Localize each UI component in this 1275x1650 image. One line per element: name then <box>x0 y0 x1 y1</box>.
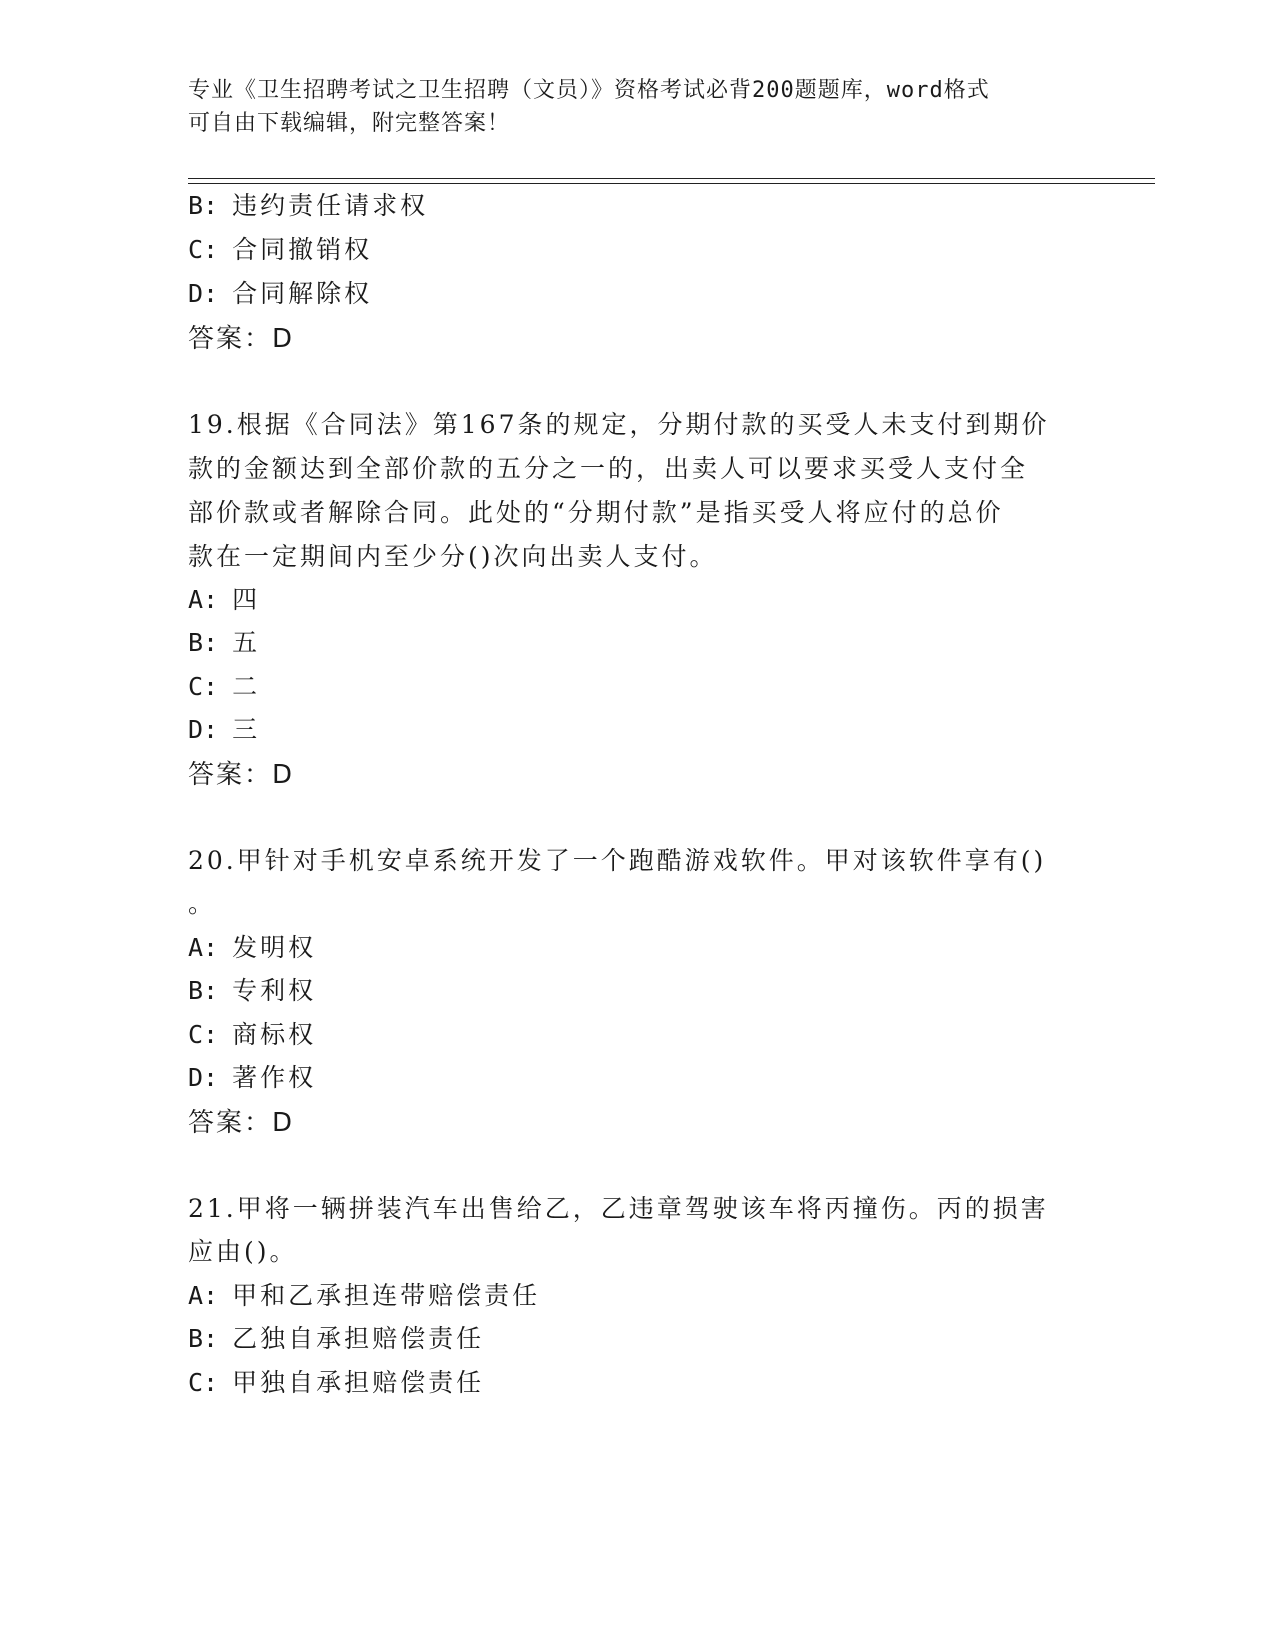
option-prefix: B: <box>188 976 219 1005</box>
option-text: 甲和乙承担连带赔偿责任 <box>232 1281 541 1310</box>
option-text: 专利权 <box>232 976 317 1005</box>
q21-option-c <box>188 1363 484 1399</box>
option-prefix: D: <box>188 715 219 744</box>
header-line-2: 可自由下载编辑，附完整答案！ <box>188 111 511 136</box>
option-text: 四 <box>232 585 261 614</box>
q18-answer: 答案：D <box>188 324 295 354</box>
option-text: 二 <box>232 672 261 701</box>
header-line-1: 专业《卫生招聘考试之卫生招聘（文员）》资格考试必背200题题库，word格式 <box>188 78 990 103</box>
q20-stem-line-1: 20.甲针对手机安卓系统开发了一个跑酷游戏软件。甲对该软件享有() <box>188 846 1047 875</box>
q21-option-a <box>188 1276 540 1312</box>
q19-option-b <box>188 623 260 659</box>
option-text: 乙独自承担赔偿责任 <box>232 1324 485 1353</box>
document-header <box>188 74 1088 140</box>
option-prefix: D: <box>188 279 219 308</box>
option-prefix: A: <box>188 1281 219 1310</box>
option-text: 商标权 <box>232 1020 317 1049</box>
option-prefix: C: <box>188 672 219 701</box>
option-prefix: C: <box>188 1368 219 1397</box>
q21-stem-line-2: 应由()。 <box>188 1237 298 1266</box>
option-prefix: B: <box>188 191 219 220</box>
header-divider-top <box>188 178 1155 179</box>
option-text: 三 <box>232 715 261 744</box>
q20-option-b <box>188 971 316 1007</box>
option-text: 违约责任请求权 <box>232 191 429 220</box>
q18-option-c <box>188 230 372 266</box>
q19-stem-line-1: 19.根据《合同法》第167条的规定，分期付款的买受人未支付到期价 <box>188 410 1050 439</box>
q19-option-d <box>188 710 260 746</box>
option-text: 五 <box>232 628 261 657</box>
option-text: 合同解除权 <box>232 279 373 308</box>
option-prefix: D: <box>188 1063 219 1092</box>
q18-option-b <box>188 186 428 222</box>
q20-option-a <box>188 928 316 964</box>
q20-option-c <box>188 1015 316 1051</box>
option-prefix: B: <box>188 1324 219 1353</box>
q20-option-d <box>188 1058 316 1094</box>
header-divider-bottom <box>188 183 1155 184</box>
q21-option-b <box>188 1319 484 1355</box>
option-prefix: C: <box>188 235 219 264</box>
q19-option-a <box>188 580 260 616</box>
q18-option-d <box>188 274 372 310</box>
option-prefix: B: <box>188 628 219 657</box>
q20-stem-line-2: 。 <box>188 889 217 918</box>
option-text: 甲独自承担赔偿责任 <box>232 1368 485 1397</box>
option-prefix: A: <box>188 933 219 962</box>
option-prefix: A: <box>188 585 219 614</box>
option-text: 著作权 <box>232 1063 317 1092</box>
q19-answer: 答案：D <box>188 760 295 790</box>
option-text: 合同撤销权 <box>232 235 373 264</box>
q21-stem-line-1: 21.甲将一辆拼装汽车出售给乙，乙违章驾驶该车将丙撞伤。丙的损害 <box>188 1194 1049 1223</box>
q20-answer: 答案：D <box>188 1108 295 1138</box>
q19-stem-line-2: 款的金额达到全部价款的五分之一的，出卖人可以要求买受人支付全 <box>188 454 1029 483</box>
option-text: 发明权 <box>232 933 317 962</box>
option-prefix: C: <box>188 1020 219 1049</box>
q19-stem-line-4: 款在一定期间内至少分()次向出卖人支付。 <box>188 542 718 571</box>
q19-stem-line-3: 部价款或者解除合同。此处的“分期付款”是指买受人将应付的总价 <box>188 498 1004 527</box>
q19-option-c <box>188 667 260 703</box>
